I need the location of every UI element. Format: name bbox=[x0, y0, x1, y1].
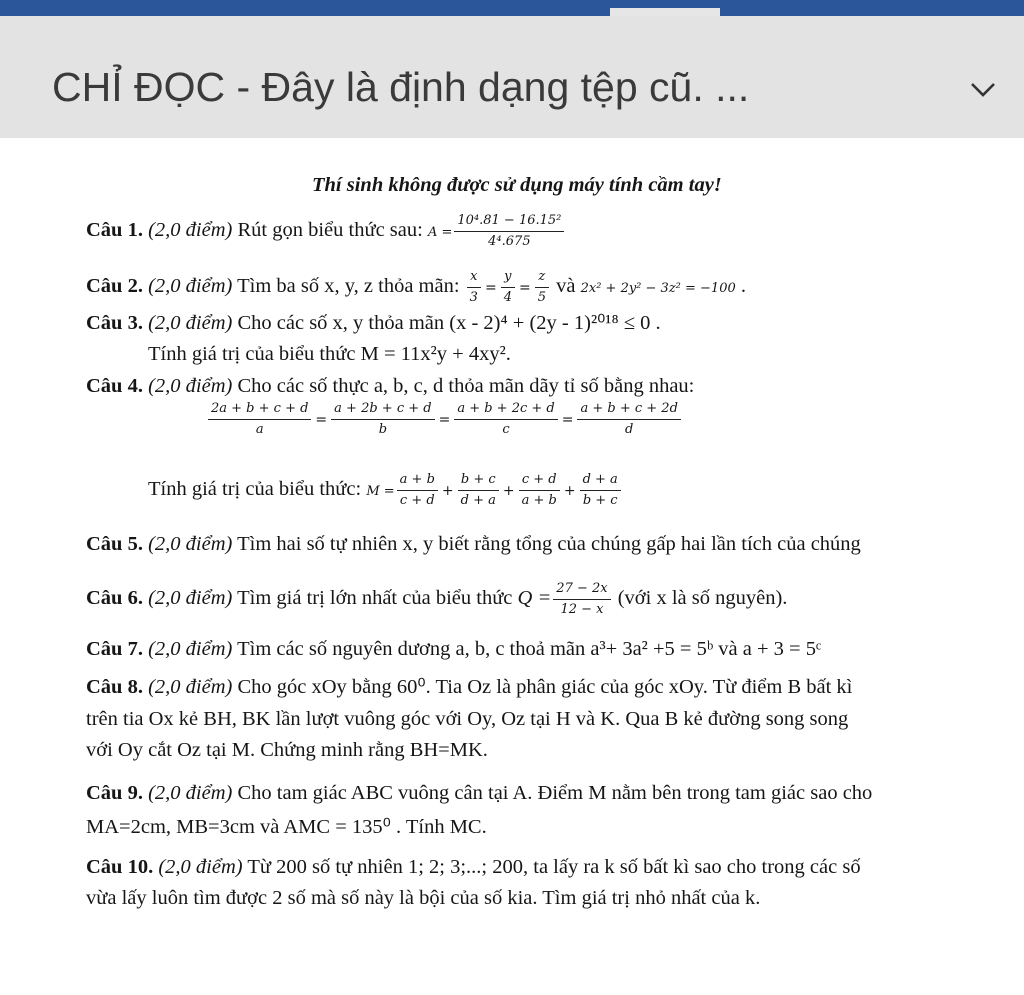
chevron-down-icon[interactable] bbox=[966, 76, 1000, 102]
q4-ratio-chain: $\frac{2a + b + c + d}{a}$ = $\frac{a + 2b + c + d}{b}$ = $\frac{a + b + 2c + d}{c}$ = $\frac{a + b + c + 2d}{d}$ bbox=[206, 400, 683, 439]
question-9: Câu 9. (2,0 điểm) Cho tam giác ABC vuông cân tại A. Điểm M nằm bên trong tam giác sao cho bbox=[86, 782, 873, 804]
question-3: Câu 3. (2,0 điểm) Cho các số x, y thỏa mãn (x - 2)⁴ + (2y - 1)²⁰¹⁸ ≤ 0 . bbox=[86, 312, 661, 334]
banner-title: CHỈ ĐỌC - Đây là định dạng tệp cũ. ... bbox=[52, 64, 750, 110]
document-page bbox=[0, 138, 1024, 995]
q1-fraction: $\frac{\text{10⁴.81 − 16.15²}}{\text{4⁴.675}}$ bbox=[454, 212, 564, 251]
question-6: Câu 6. (2,0 điểm) Tìm giá trị lớn nhất của biểu thức Q = $\frac{27 - 2x}{12 - x}$ (với x là số nguyên). bbox=[86, 581, 788, 617]
question-4: Câu 4. (2,0 điểm) Cho các số thực a, b, c, d thỏa mãn dãy tỉ số bằng nhau: bbox=[86, 375, 695, 397]
question-2: Câu 2. (2,0 điểm) Tìm ba số x, y, z thỏa mãn: $\frac{x}{3}$ = $\frac{y}{4}$ = $\frac{z}{5}$ và 2x² + 2y² − 3z² = −100 . bbox=[86, 269, 746, 305]
question-1: Câu 1. (2,0 điểm) Rút gọn biểu thức sau: A = $\frac{\text{10⁴.81 − 16.15²}}{\text{4⁴.675}}$ bbox=[86, 212, 566, 251]
question-8-line-3: với Oy cắt Oz tại M. Chứng minh rằng BH=MK. bbox=[86, 739, 488, 761]
top-bar bbox=[0, 0, 1024, 16]
question-4-line-3: Tính giá trị của biểu thức: M = $\frac{a + b}{c + d}$ + $\frac{b + c}{d + a}$ + $\frac{c + d}{a + b}$ + $\frac{d + a}{b + c}$ bbox=[148, 471, 623, 510]
question-10: Câu 10. (2,0 điểm) Từ 200 số tự nhiên 1; 2; 3;...; 200, ta lấy ra k số bất kì sao cho trong các số bbox=[86, 856, 861, 878]
exam-note: Thí sinh không được sử dụng máy tính cầm tay! bbox=[312, 174, 722, 196]
question-10-line-2: vừa lấy luôn tìm được 2 số mà số này là bội của số kia. Tìm giá trị nhỏ nhất của k. bbox=[86, 887, 761, 909]
question-8-line-2: trên tia Ox kẻ BH, BK lần lượt vuông góc với Oy, Oz tại H và K. Qua B kẻ đường song song bbox=[86, 708, 849, 730]
question-8: Câu 8. (2,0 điểm) Cho góc xOy bằng 60⁰. Tia Oz là phân giác của góc xOy. Từ điểm B bất kì bbox=[86, 676, 853, 698]
question-9-line-2: MA=2cm, MB=3cm và AMC = 135⁰ . Tính MC. bbox=[86, 816, 487, 838]
question-3-line-2: Tính giá trị của biểu thức M = 11x²y + 4xy². bbox=[148, 343, 511, 365]
question-7: Câu 7. (2,0 điểm) Tìm các số nguyên dương a, b, c thoả mãn a³+ 3a² +5 = 5ᵇ và a + 3 = 5ᶜ bbox=[86, 638, 822, 660]
question-5: Câu 5. (2,0 điểm) Tìm hai số tự nhiên x, y biết rằng tổng của chúng gấp hai lần tích của chúng bbox=[86, 533, 861, 555]
read-only-banner[interactable] bbox=[0, 16, 1024, 138]
